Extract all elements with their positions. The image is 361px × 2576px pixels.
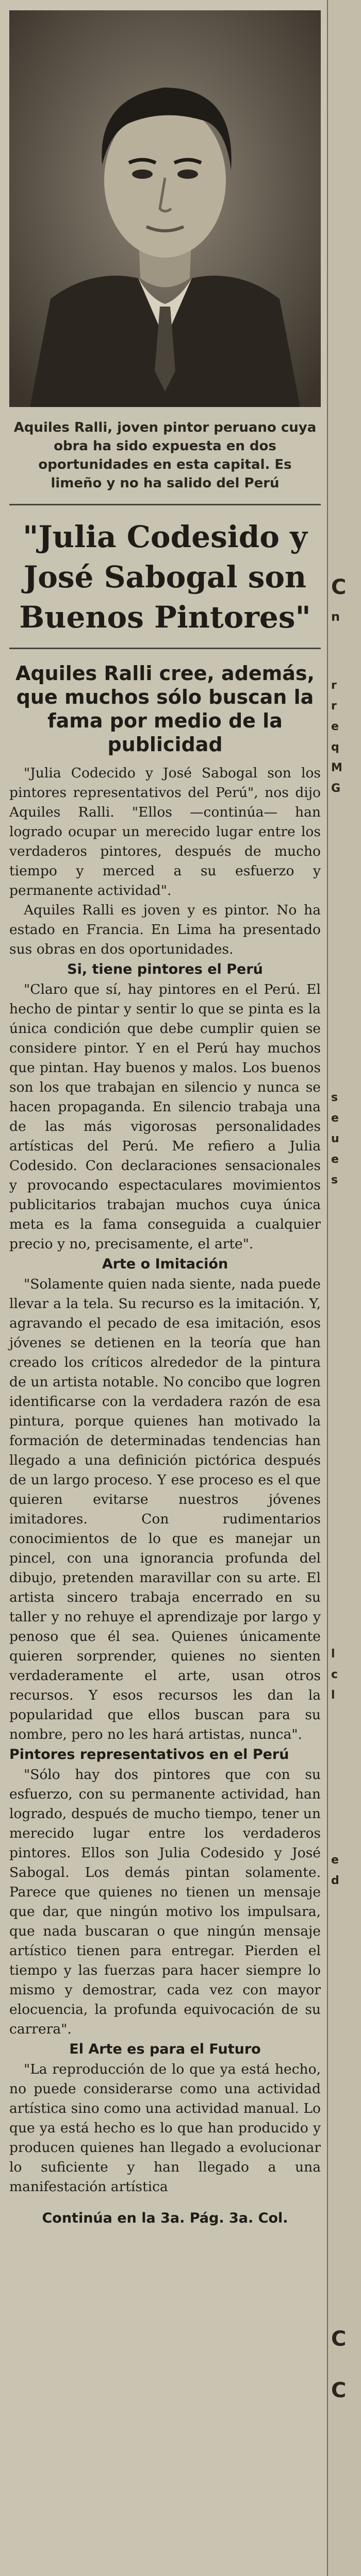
fragment-letter: s [331, 1091, 338, 1104]
fragment-letter: l [331, 1689, 335, 1702]
fragment-letter: e [331, 1112, 339, 1125]
paragraph: "La reproducción de lo que ya está hecho, no puede considerarse como una actividad artística sino como una actividad manual. Lo que ya está hecho es lo que han producido y producen quienes han llegado a evolucionar lo suficiente y han llegado a una manifestación artística [9, 2061, 321, 2195]
fragment-letter: r [331, 679, 337, 692]
section-heading: Pintores representativos en el Perú [9, 1747, 289, 1762]
continuation-note: Continúa en la 3a. Pág. 3a. Col. [42, 2210, 288, 2226]
article-column [9, 10, 321, 2229]
fragment-letter: e [331, 1854, 339, 1867]
paragraph: Aquiles Ralli es joven y es pintor. No ha estado en Francia. En Lima ha presentado sus obras en dos oportunidades. [9, 902, 321, 957]
fragment-letter: n [331, 609, 340, 624]
section-heading: Arte o Imitación [102, 1256, 228, 1272]
portrait-icon [9, 10, 321, 407]
fragment-letter: c [331, 1668, 338, 1681]
article-body [9, 764, 321, 2197]
fragment-letter: r [331, 700, 337, 713]
paragraph: "Claro que sí, hay pintores en el Perú. El hecho de pintar y sentir lo que se pinta es la única condición que debe cumplir quien se considere pintor. Y en el Perú hay muchos que pintan. Hay buenos y malos. Los buenos son los que trabajan en silencio y nunca se hacen propaganda. En silencio trabaja una de las más vigorosas personalidades artísticas del Perú. Me refiero a Julia Codesido. Con declaraciones sensacionales y provocando espectaculares movimientos publicitarios trabajan muchos cuya única meta es la fama conseguida a cualquier precio y no, precisamente, el arte". [9, 981, 321, 1252]
paragraph: "Julia Codecido y José Sabogal son los pintores representativos del Perú", nos dijo Aquiles Ralli. "Ellos —continúa— han logrado ocupar un merecido lugar entre los verdaderos pintores, después de mucho tiempo y merced a su esfuerzo y permanente actividad". [9, 765, 321, 899]
paragraph: "Solamente quien nada siente, nada puede llevar a la tela. Su recurso es la imitación. Y, agravando el pecado de esa imitación, esos jóvenes se detienen en la teoría que han creado los críticos alrededor de la pintura de un artista notable. No concibo que logren identificarse con la verdadera razón de esa pintura, porque quienes han motivado la formación de determinadas tendencias han llegado a una definición pictórica después de un largo proceso. Y ese proceso es el que quieren evitarse nuestros jóvenes imitadores. Con rudimentarios conocimientos de lo que es manejar un pincel, con una ignorancia profunda del dibujo, pretenden maravillar con su arte. El artista sincero trabaja encerrado en su taller y no rehuye el aprendizaje por largo y penoso que él sea. Quienes únicamente quieren sorprender, quienes no sienten verdaderamente el arte, usan otros recursos. Y esos recursos les dan la popularidad que ellos buscan para su nombre, pero no les hará artistas, nunca". [9, 1276, 321, 1742]
paragraph: "Sólo hay dos pintores que con su esfuerzo, con su permanente actividad, han logrado, después de mucho tiempo, tener un merecido lugar entre los verdaderos pintores. Ellos son Julia Codesido y José Sabogal. Los demás pintan solamente. Parece que quienes no tienen un mensaje que dar, que ningún motivo los impulsara, que nada buscaran o que ningún mensaje artístico tienen para entregar. Pierden el tiempo y las fuerzas para hacer siempre lo mismo y demostrar, cada vez con mayor elocuencia, la profunda equivocación de su carrera". [9, 1767, 321, 2037]
fragment-letter: q [331, 741, 339, 754]
fragment-letter: C [331, 575, 347, 599]
fragment-letter: d [331, 1874, 339, 1887]
divider [9, 504, 321, 505]
headline: "Julia Codesido y José Sabogal son Buenos Pintores" [19, 519, 311, 635]
fragment-letter: l [331, 1648, 335, 1660]
section-heading: El Arte es para el Futuro [69, 2041, 261, 2057]
subheadline: Aquiles Ralli cree, además, que muchos sólo buscan la fama por medio de la publicidad [15, 662, 315, 756]
adjacent-column-fragment [327, 0, 361, 2576]
fragment-letter: s [331, 1174, 338, 1187]
fragment-letter: u [331, 1132, 339, 1145]
fragment-letter: C [331, 2327, 347, 2351]
fragment-letter: C [331, 2379, 347, 2402]
section-heading: Si, tiene pintores el Perú [67, 961, 263, 977]
fragment-letter: e [331, 1153, 339, 1166]
fragment-letter: e [331, 720, 339, 733]
photo-caption: Aquiles Ralli, joven pintor peruano cuya obra ha sido expuesta en dos oportunidades en esta capital. Es limeño y no ha salido del Perú [13, 420, 317, 491]
portrait-photo [9, 10, 321, 407]
fragment-letter: G [331, 782, 341, 795]
fragment-letter: M [331, 761, 342, 774]
divider [9, 648, 321, 649]
